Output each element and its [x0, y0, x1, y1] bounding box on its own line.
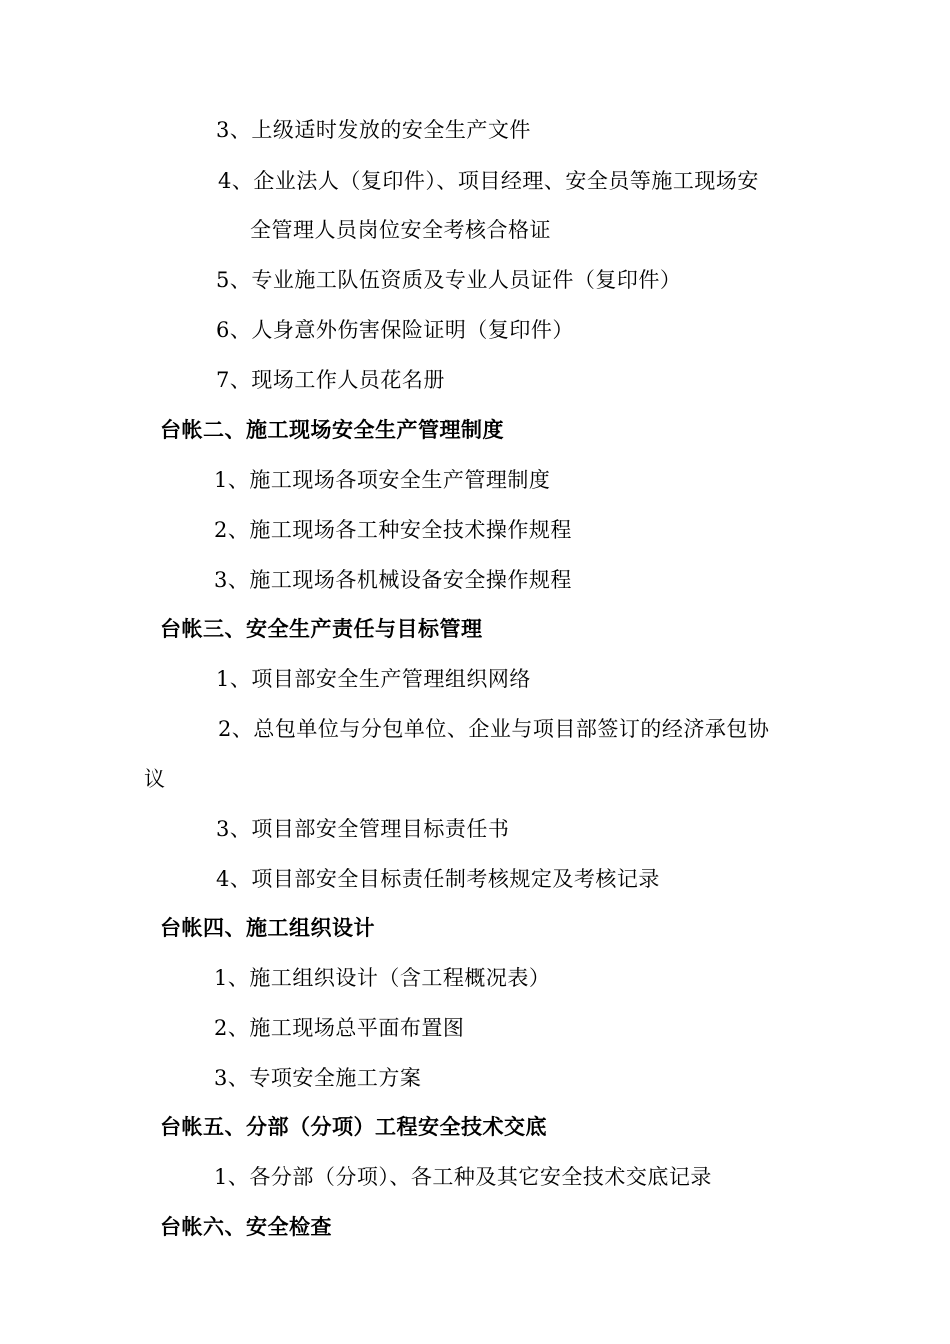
list-item-continuation: 议: [144, 767, 166, 791]
list-item: 1、项目部安全生产管理组织网络: [216, 667, 531, 691]
list-item: 1、各分部（分项）、各工种及其它安全技术交底记录: [214, 1165, 712, 1189]
section-heading: 台帐二、施工现场安全生产管理制度: [160, 417, 504, 442]
list-item: 3、专项安全施工方案: [214, 1066, 422, 1090]
list-item: 3、上级适时发放的安全生产文件: [216, 118, 531, 142]
section-heading: 台帐六、安全检查: [160, 1214, 332, 1239]
section-heading: 台帐五、分部（分项）工程安全技术交底: [160, 1114, 547, 1139]
list-item: 5、专业施工队伍资质及专业人员证件（复印件）: [216, 268, 682, 292]
list-item: 2、施工现场各工种安全技术操作规程: [214, 518, 572, 542]
list-item: 4、项目部安全目标责任制考核规定及考核记录: [216, 867, 660, 891]
list-item: 3、项目部安全管理目标责任书: [216, 817, 510, 841]
list-item: 3、施工现场各机械设备安全操作规程: [214, 568, 572, 592]
list-item: 4、企业法人（复印件）、项目经理、安全员等施工现场安: [218, 169, 759, 193]
list-item: 2、施工现场总平面布置图: [214, 1016, 465, 1040]
list-item: 1、施工现场各项安全生产管理制度: [214, 468, 551, 492]
list-item: 7、现场工作人员花名册: [216, 368, 445, 392]
list-item: 2、总包单位与分包单位、企业与项目部签订的经济承包协: [218, 717, 770, 741]
section-heading: 台帐三、安全生产责任与目标管理: [160, 616, 483, 641]
section-heading: 台帐四、施工组织设计: [160, 915, 375, 940]
list-item: 1、施工组织设计（含工程概况表）: [214, 966, 551, 990]
list-item-continuation: 全管理人员岗位安全考核合格证: [250, 218, 551, 242]
list-item: 6、人身意外伤害保险证明（复印件）: [216, 318, 574, 342]
